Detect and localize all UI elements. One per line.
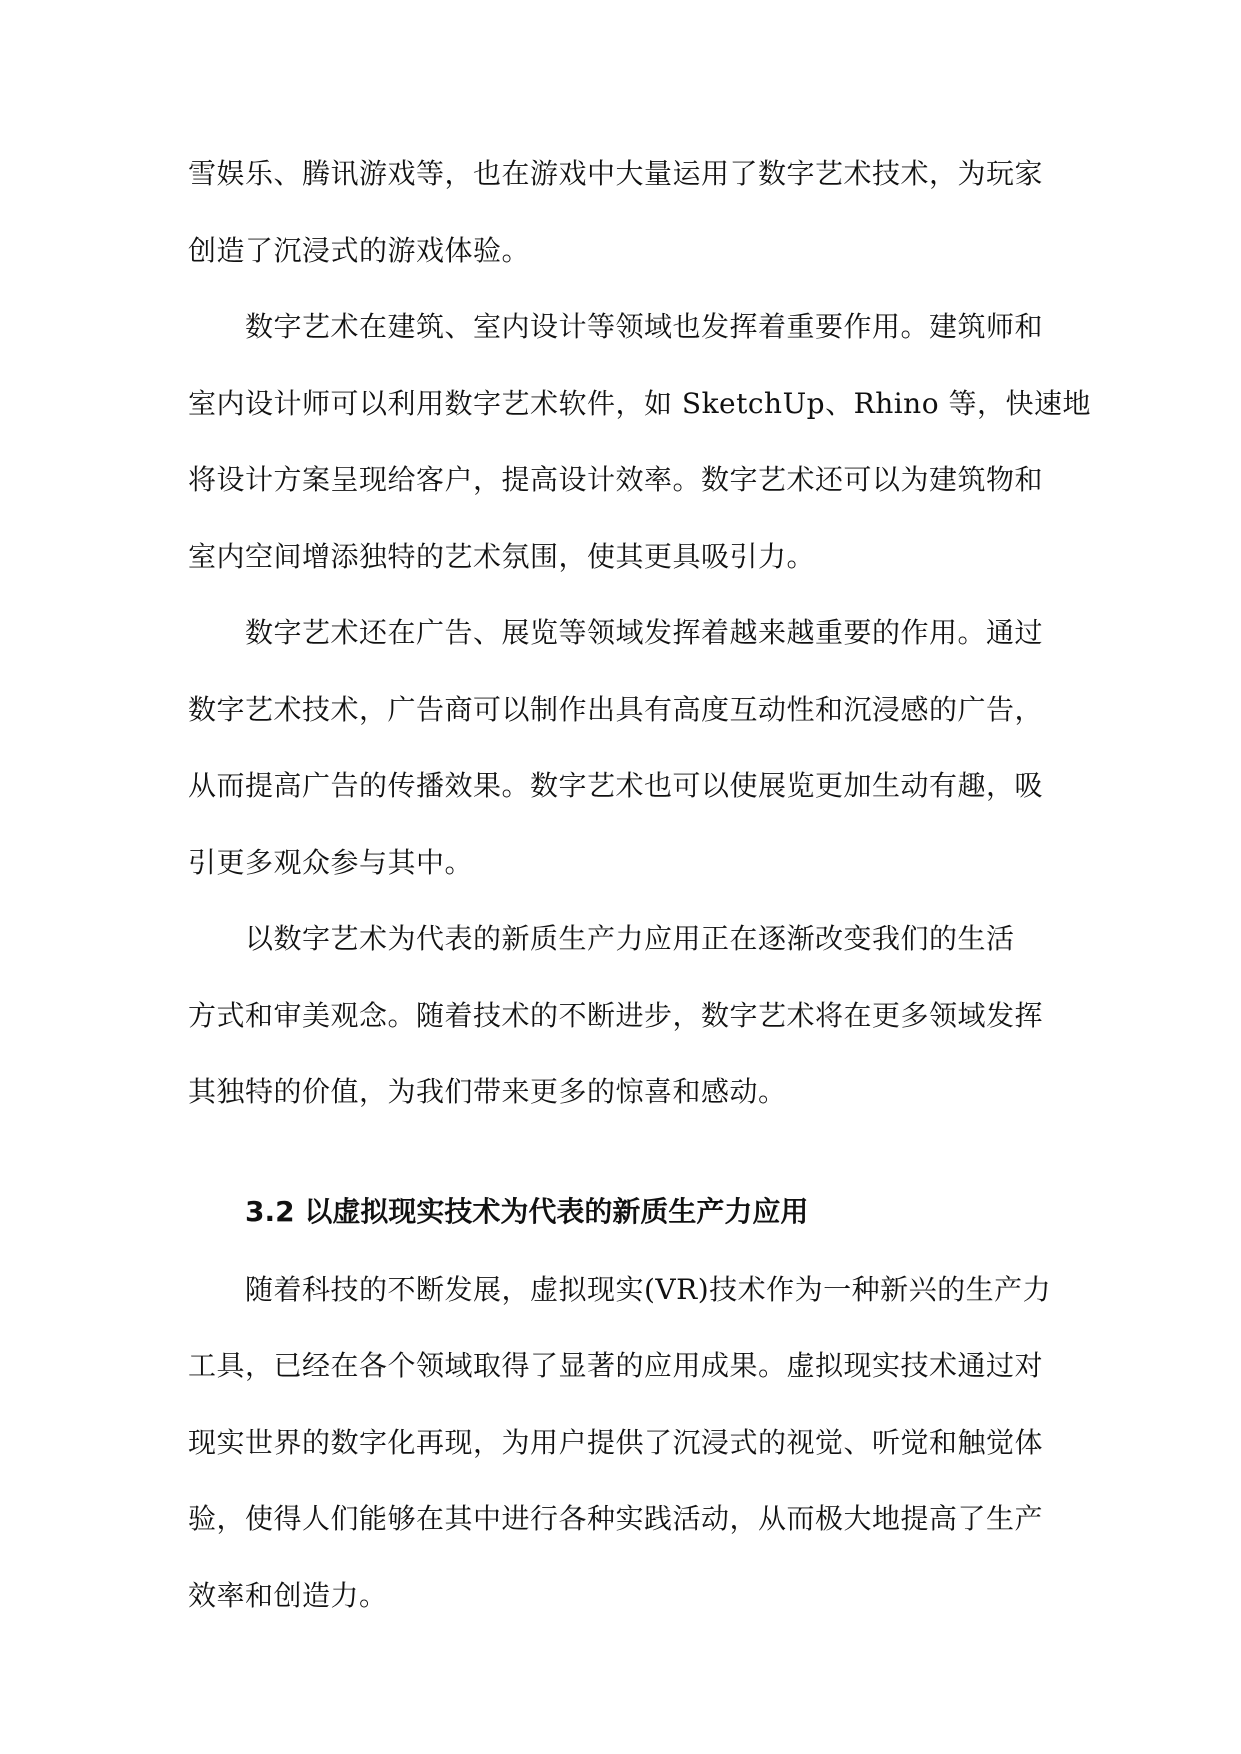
paragraph-advertising-exhibition xyxy=(188,595,1058,901)
paragraph-architecture-design xyxy=(188,289,1091,595)
section-heading: 3.2 以虚拟现实技术为代表的新质生产力应用 xyxy=(245,1194,809,1228)
text-line: 室内空间增添独特的艺术氛围，使其更具吸引力。 xyxy=(188,539,816,573)
paragraph-vr-intro xyxy=(188,1252,1058,1635)
text-line: 效率和创造力。 xyxy=(188,1578,388,1612)
text-line: 数字艺术还在广告、展览等领域发挥着越来越重要的作用。通过 xyxy=(245,616,1044,649)
text-line: 将设计方案呈现给客户，提高设计效率。数字艺术还可以为建筑物和 xyxy=(188,463,1044,496)
text-line: 随着科技的不断发展，虚拟现实(VR)技术作为一种新兴的生产力 xyxy=(245,1272,1052,1306)
text-line: 以数字艺术为代表的新质生产力应用正在逐渐改变我们的生活 xyxy=(245,922,1015,955)
paragraph-conclusion xyxy=(188,901,1058,1131)
text-line: 工具，已经在各个领域取得了显著的应用成果。虚拟现实技术通过对 xyxy=(188,1349,1044,1382)
document-page xyxy=(188,136,1091,1634)
text-line: 创造了沉浸式的游戏体验。 xyxy=(188,233,531,267)
text-line: 验，使得人们能够在其中进行各种实践活动，从而极大地提高了生产 xyxy=(188,1502,1044,1535)
paragraph-game-experience xyxy=(188,136,1058,289)
text-line: 雪娱乐、腾讯游戏等，也在游戏中大量运用了数字艺术技术，为玩家 xyxy=(188,157,1044,190)
text-line: 数字艺术在建筑、室内设计等领域也发挥着重要作用。建筑师和 xyxy=(245,310,1044,343)
text-line: 现实世界的数字化再现，为用户提供了沉浸式的视觉、听觉和触觉体 xyxy=(188,1425,1044,1459)
text-line: 方式和审美观念。随着技术的不断进步，数字艺术将在更多领域发挥 xyxy=(188,998,1044,1032)
text-line: 室内设计师可以利用数字艺术软件，如 SketchUp、Rhino 等，快速地 xyxy=(188,386,1091,420)
text-line: 其独特的价值，为我们带来更多的惊喜和感动。 xyxy=(188,1075,787,1108)
text-line: 从而提高广告的传播效果。数字艺术也可以使展览更加生动有趣，吸 xyxy=(188,769,1044,802)
text-line: 数字艺术技术，广告商可以制作出具有高度互动性和沉浸感的广告， xyxy=(188,692,1044,726)
text-line: 引更多观众参与其中。 xyxy=(188,845,474,879)
